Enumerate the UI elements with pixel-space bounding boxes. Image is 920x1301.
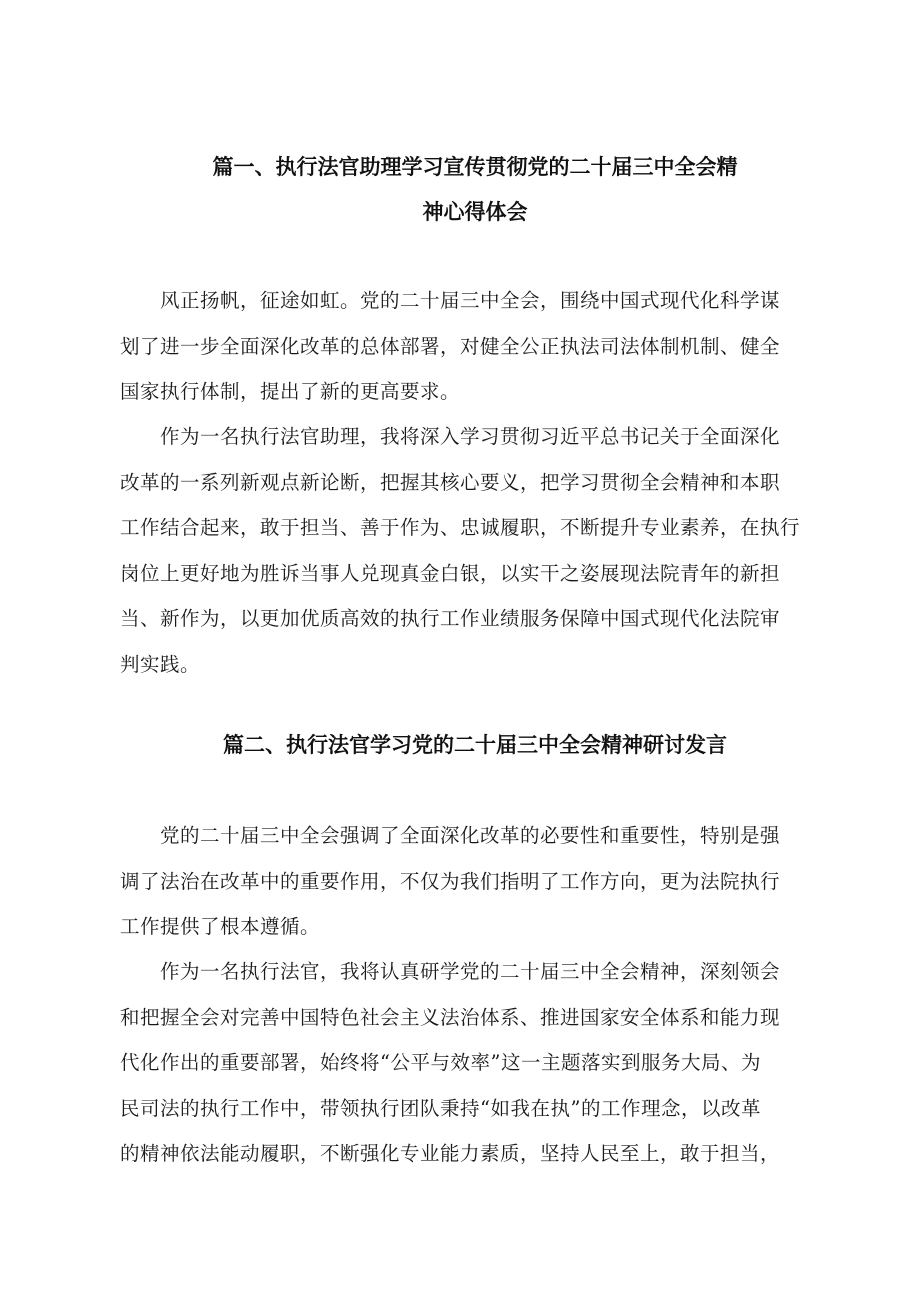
section-2-title (120, 723, 830, 768)
text-line: 国家执行体制，提出了新的更高要求。 (120, 380, 461, 403)
section-1-title (120, 145, 830, 235)
text-line: 当、新作为，以更加优质高效的执行工作业绩服务保障中国式现代化法院审 (120, 607, 781, 630)
section-2-paragraph-2 (120, 949, 828, 1177)
text-line: 工作提供了根本遵循。 (120, 915, 321, 938)
text-line: 代化作出的重要部署，始终将“公平与效率”这一主题落实到服务大局、为 (120, 1051, 761, 1074)
text-line: 民司法的执行工作中，带领执行团队秉持“如我在执”的工作理念，以改革 (120, 1096, 761, 1120)
text-line: 和把握全会对完善中国特色社会主义法治体系、推进国家安全体系和能力现 (120, 1005, 781, 1029)
text-line: 划了进一步全面深化改革的总体部署，对健全公正执法司法体制机制、健全 (120, 334, 781, 358)
text-line: 工作结合起来，敢于担当、善于作为、忠诚履职，不断提升专业素养，在执行 (120, 516, 801, 539)
section-1-title-line-1: 篇一、执行法官助理学习宣传贯彻党的二十届三中全会精 (212, 155, 738, 179)
section-2-paragraph-1 (120, 813, 828, 950)
text-line: 岗位上更好地为胜诉当事人兑现真金白银，以实干之姿展现法院青年的新担 (120, 561, 781, 585)
section-1-paragraph-1 (120, 278, 828, 415)
text-line: 作为一名执行法官，我将认真研学党的二十届三中全会精神，深刻领会 (160, 960, 781, 983)
text-line: 的精神依法能动履职，不断强化专业能力素质，坚持人民至上，敢于担当， (120, 1142, 781, 1165)
section-2-title-line-1: 篇二、执行法官学习党的二十届三中全会精神研讨发言 (223, 733, 727, 757)
text-line: 作为一名执行法官助理，我将深入学习贯彻习近平总书记关于全面深化 (160, 425, 781, 448)
text-line: 风正扬帆，征途如虹。党的二十届三中全会，围绕中国式现代化科学谋 (160, 289, 781, 312)
text-line: 判实践。 (120, 652, 201, 676)
section-1-paragraph-2 (120, 414, 828, 687)
text-line: 改革的一系列新观点新论断，把握其核心要义，把学习贯彻全会精神和本职 (120, 470, 781, 494)
text-line: 党的二十届三中全会强调了全面深化改革的必要性和重要性，特别是强 (160, 824, 781, 847)
text-line: 调了法治在改革中的重要作用，不仅为我们指明了工作方向，更为法院执行 (120, 869, 781, 893)
section-1-title-line-2: 神心得体会 (422, 200, 528, 224)
